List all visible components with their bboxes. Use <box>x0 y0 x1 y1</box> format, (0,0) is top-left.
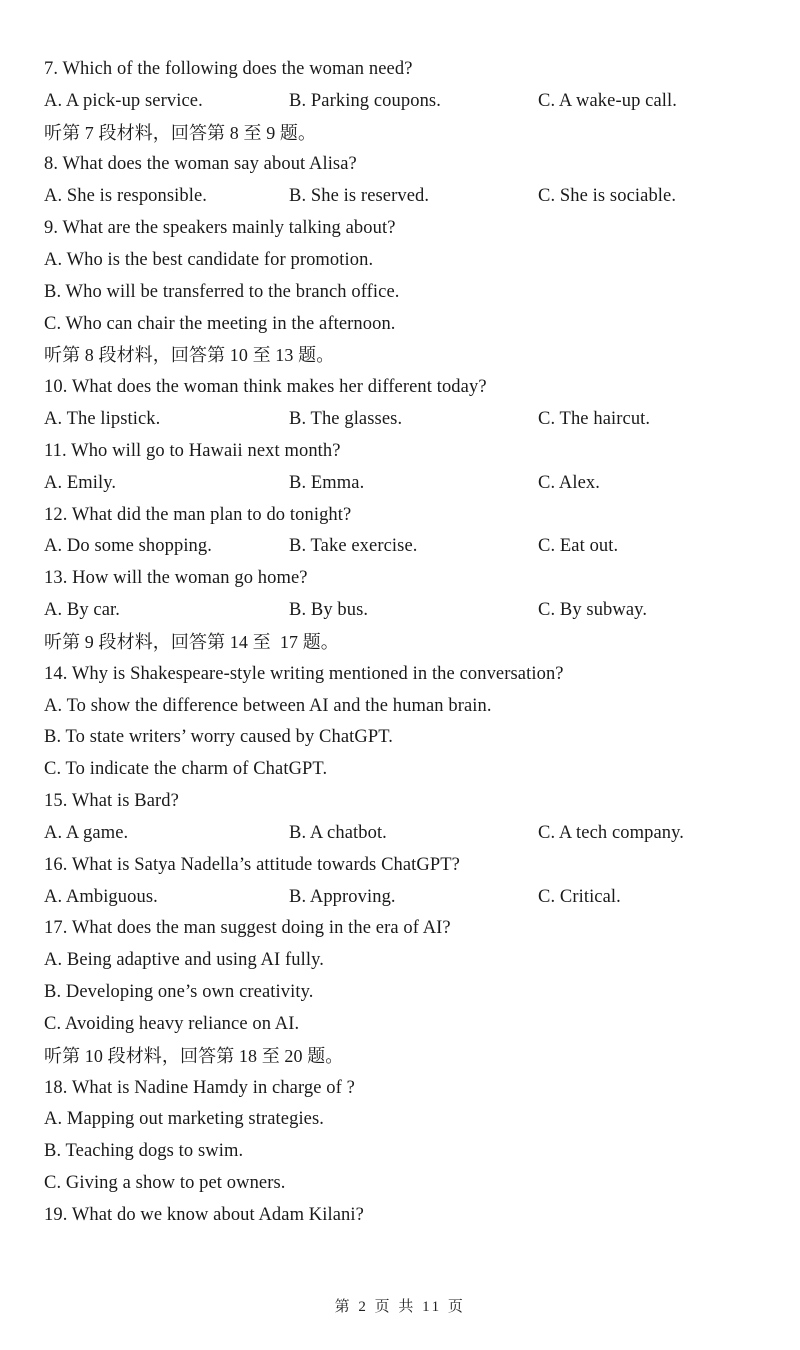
question-text: 9. What are the speakers mainly talking about? <box>44 218 396 239</box>
question-text: 17. What does the man suggest doing in the era of AI? <box>44 918 451 939</box>
options-row <box>44 595 776 627</box>
option-b: B. Emma. <box>289 472 365 493</box>
option-text: A. Being adaptive and using AI fully. <box>44 950 324 971</box>
option-b: B. Parking coupons. <box>289 90 441 111</box>
option-a: A. By car. <box>44 600 121 621</box>
option-text: A. To show the difference between AI and the human brain. <box>44 695 492 716</box>
option-text: C. Who can chair the meeting in the afternoon. <box>44 313 396 334</box>
question-text: 16. What is Satya Nadella’s attitude towards ChatGPT? <box>44 854 460 875</box>
question-text: 11. Who will go to Hawaii next month? <box>44 440 341 461</box>
option-c: C. She is sociable. <box>538 186 677 207</box>
option-a: A. Emily. <box>44 472 117 493</box>
option-a: A. Do some shopping. <box>44 536 212 557</box>
material-instruction: 听第 8 段材料，回答第 10 至 13 题。 <box>44 345 335 366</box>
option-b: B. Approving. <box>289 886 396 907</box>
question-text: 13. How will the woman go home? <box>44 568 308 589</box>
options-row <box>44 818 776 850</box>
option-text: B. To state writers’ worry caused by ChatGPT. <box>44 727 393 748</box>
question-text: 15. What is Bard? <box>44 791 179 812</box>
option-b: B. The glasses. <box>289 409 403 430</box>
options-row <box>44 882 776 914</box>
question-text: 7. Which of the following does the woman need? <box>44 59 413 79</box>
option-c: C. By subway. <box>538 600 648 621</box>
option-text: B. Who will be transferred to the branch office. <box>44 281 400 302</box>
options-row <box>44 468 776 500</box>
option-a: A. Ambiguous. <box>44 886 158 907</box>
option-b: B. Take exercise. <box>289 536 418 557</box>
options-row <box>44 404 776 436</box>
option-text: B. Teaching dogs to swim. <box>44 1141 244 1162</box>
option-text: A. Who is the best candidate for promotion. <box>44 249 374 270</box>
question-text: 8. What does the woman say about Alisa? <box>44 154 357 175</box>
option-text: A. Mapping out marketing strategies. <box>44 1109 325 1130</box>
option-a: A. She is responsible. <box>44 186 208 207</box>
option-text: C. Giving a show to pet owners. <box>44 1172 286 1193</box>
question-text: 12. What did the man plan to do tonight? <box>44 504 352 525</box>
option-c: C. Alex. <box>538 472 600 493</box>
document-content <box>44 54 776 1232</box>
question-text: 19. What do we know about Adam Kilani? <box>44 1204 364 1225</box>
page-footer: 第 2 页 共 11 页 <box>334 1299 466 1315</box>
options-row <box>44 86 776 118</box>
option-b: B. By bus. <box>289 600 369 621</box>
option-c: C. Eat out. <box>538 536 619 557</box>
material-instruction: 听第 9 段材料，回答第 14 至 17 题。 <box>44 631 339 652</box>
option-text: B. Developing one’s own creativity. <box>44 982 314 1003</box>
option-a: A. The lipstick. <box>44 409 161 430</box>
option-c: C. A wake-up call. <box>538 90 677 111</box>
option-a: A. A pick-up service. <box>44 90 203 111</box>
option-text: C. To indicate the charm of ChatGPT. <box>44 759 328 780</box>
question-text: 14. Why is Shakespeare-style writing mentioned in the conversation? <box>44 663 564 684</box>
option-c: C. The haircut. <box>538 409 651 430</box>
option-c: C. Critical. <box>538 886 621 907</box>
option-b: B. She is reserved. <box>289 186 430 207</box>
options-row <box>44 181 776 213</box>
option-c: C. A tech company. <box>538 822 685 843</box>
options-row <box>44 531 776 563</box>
question-text: 10. What does the woman think makes her different today? <box>44 377 487 398</box>
option-text: C. Avoiding heavy reliance on AI. <box>44 1013 300 1034</box>
material-instruction: 听第 10 段材料，回答第 18 至 20 题。 <box>44 1045 344 1066</box>
option-a: A. A game. <box>44 822 129 843</box>
question-text: 18. What is Nadine Hamdy in charge of ? <box>44 1077 355 1098</box>
option-b: B. A chatbot. <box>289 822 387 843</box>
material-instruction: 听第 7 段材料，回答第 8 至 9 题。 <box>44 122 317 143</box>
